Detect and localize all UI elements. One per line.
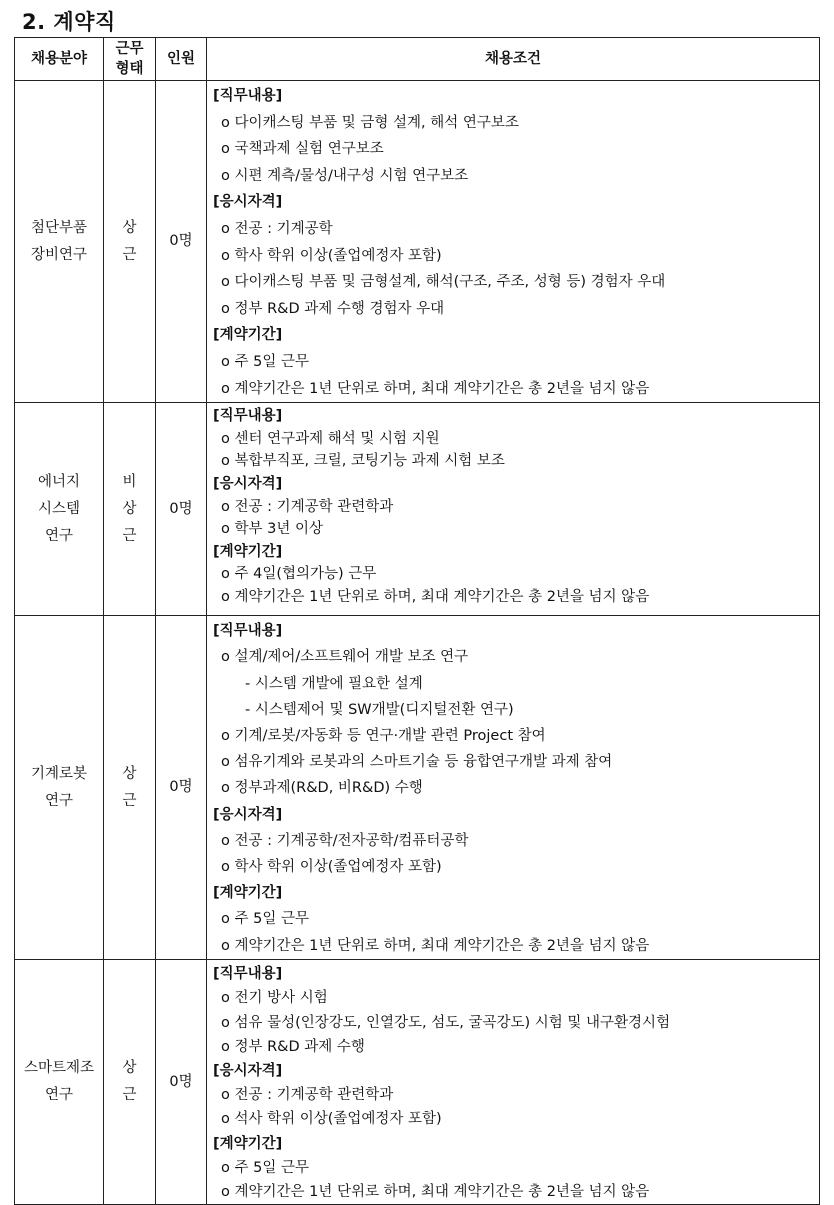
conditions-cell	[207, 403, 820, 616]
list-item: o 정부 R&D 과제 수행	[221, 1038, 365, 1055]
list-item: o 주 5일 근무	[221, 911, 309, 928]
header-conditions: 채용조건	[207, 38, 820, 81]
list-item: o 학부 3년 이상	[221, 521, 323, 538]
work-type-cell	[104, 403, 156, 616]
work-type-char: 상	[122, 765, 137, 782]
list-item: o 정부과제(R&D, 비R&D) 수행	[221, 780, 423, 797]
count-cell: 0명	[156, 403, 207, 616]
list-item: o 기계/로봇/자동화 등 연구·개발 관련 Project 참여	[221, 727, 546, 744]
field-cell	[15, 960, 104, 1205]
section-title: [직무내용]	[213, 88, 283, 104]
conditions-cell	[207, 81, 820, 403]
list-item: o 시편 계측/물성/내구성 시험 연구보조	[221, 167, 469, 184]
section-title: [계약기간]	[213, 543, 283, 560]
header-work-type-line2: 형태	[115, 61, 144, 77]
list-item: o 학사 학위 이상(졸업예정자 포함)	[221, 247, 442, 264]
work-type-char: 상	[122, 500, 137, 517]
count-cell: 0명	[156, 960, 207, 1205]
field-line: 연구	[44, 792, 73, 809]
work-type-char: 상	[122, 219, 137, 236]
list-item: o 전기 방사 시험	[221, 990, 328, 1007]
section-title: [직무내용]	[213, 623, 283, 640]
section-title: [계약기간]	[213, 327, 283, 344]
section-title: [계약기간]	[213, 1135, 283, 1152]
table-row	[15, 403, 820, 616]
list-item: o 다이캐스팅 부품 및 금형설계, 해석(구조, 주조, 성형 등) 경험자 우대	[221, 274, 666, 291]
field-line: 시스템	[37, 500, 81, 517]
work-type-char: 근	[122, 1087, 137, 1104]
header-work-type	[104, 38, 156, 81]
work-type-char: 근	[122, 792, 137, 809]
list-subitem: - 시스템 개발에 필요한 설계	[245, 675, 423, 692]
section-title: [직무내용]	[213, 408, 283, 425]
list-item: o 센터 연구과제 해석 및 시험 지원	[221, 430, 440, 447]
list-item: o 주 5일 근무	[221, 1159, 309, 1176]
work-type-cell	[104, 960, 156, 1205]
list-item: o 복합부직포, 크릴, 코팅기능 과제 시험 보조	[221, 453, 505, 470]
field-line: 에너지	[37, 473, 81, 490]
field-line: 장비연구	[30, 246, 88, 263]
section-title: [응시자격]	[213, 194, 283, 211]
section-title: [응시자격]	[213, 1062, 283, 1079]
work-type-cell	[104, 616, 156, 960]
section-title: [응시자격]	[213, 806, 283, 823]
list-item: o 섬유기계와 로봇과의 스마트기술 등 융합연구개발 과제 참여	[221, 754, 613, 771]
list-item: o 섬유 물성(인장강도, 인열강도, 섬도, 굴곡강도) 시험 및 내구환경시험	[221, 1014, 671, 1031]
field-cell	[15, 81, 104, 403]
section-title: [직무내용]	[213, 966, 283, 983]
work-type-cell	[104, 81, 156, 403]
header-count: 인원	[156, 38, 207, 81]
field-line: 기계로봇	[30, 765, 88, 782]
list-item: o 계약기간은 1년 단위로 하며, 최대 계약기간은 총 2년을 넘지 않음	[221, 937, 650, 954]
list-item: o 계약기간은 1년 단위로 하며, 최대 계약기간은 총 2년을 넘지 않음	[221, 1183, 650, 1200]
contract-jobs-table	[14, 37, 820, 1205]
conditions-cell	[207, 616, 820, 960]
page-title: 2. 계약직	[22, 10, 116, 34]
field-cell	[15, 616, 104, 960]
header-field: 채용분야	[15, 38, 104, 81]
count-cell: 0명	[156, 81, 207, 403]
list-item: o 전공 : 기계공학/전자공학/컴퓨터공학	[221, 832, 469, 849]
conditions-cell	[207, 960, 820, 1205]
work-type-char: 비	[122, 473, 137, 490]
list-item: o 국책과제 실험 연구보조	[221, 141, 384, 158]
section-title: [계약기간]	[213, 885, 283, 902]
work-type-char: 근	[122, 246, 137, 263]
work-type-char: 상	[122, 1060, 137, 1077]
list-item: o 계약기간은 1년 단위로 하며, 최대 계약기간은 총 2년을 넘지 않음	[221, 588, 650, 605]
section-title: [응시자격]	[213, 475, 283, 492]
list-item: o 계약기간은 1년 단위로 하며, 최대 계약기간은 총 2년을 넘지 않음	[221, 380, 650, 397]
field-line: 첨단부품	[30, 219, 88, 236]
list-item: o 석사 학위 이상(졸업예정자 포함)	[221, 1111, 442, 1128]
list-item: o 주 5일 근무	[221, 353, 309, 370]
list-item: o 다이캐스팅 부품 및 금형 설계, 해석 연구보조	[221, 114, 519, 131]
table-row	[15, 81, 820, 403]
list-item: o 정부 R&D 과제 수행 경험자 우대	[221, 300, 445, 317]
table-row	[15, 960, 820, 1205]
field-line: 연구	[44, 527, 73, 544]
count-cell: 0명	[156, 616, 207, 960]
list-item: o 전공 : 기계공학	[221, 220, 333, 237]
header-work-type-line1: 근무	[115, 41, 144, 57]
list-item: o 전공 : 기계공학 관련학과	[221, 498, 394, 515]
work-type-char: 근	[122, 527, 137, 544]
list-item: o 주 4일(협의가능) 근무	[221, 566, 377, 583]
list-item: o 학사 학위 이상(졸업예정자 포함)	[221, 858, 442, 875]
field-line: 스마트제조	[23, 1060, 95, 1077]
field-cell	[15, 403, 104, 616]
table-header-row	[15, 38, 820, 81]
list-item: o 전공 : 기계공학 관련학과	[221, 1087, 394, 1104]
list-item: o 설계/제어/소프트웨어 개발 보조 연구	[221, 649, 469, 666]
list-subitem: - 시스템제어 및 SW개발(디지털전환 연구)	[245, 701, 514, 718]
field-line: 연구	[44, 1087, 73, 1104]
table-row	[15, 616, 820, 960]
